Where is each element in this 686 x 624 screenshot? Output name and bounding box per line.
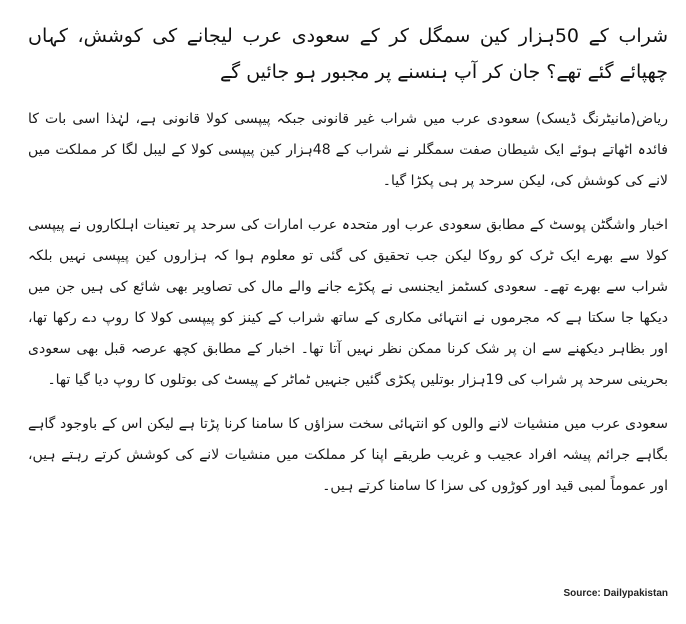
article-paragraph-2: اخبار واشگٹن پوسٹ کے مطابق سعودی عرب اور متحدہ عرب امارات کی سرحد پر تعینات اہلکاروں نے پیپسی کولا سے بھرے ایک ٹرک کو روکا لیکن جب تحقیق کی گئی تو معلوم ہوا کہ ہزاروں کین پیپسی نہیں بلکہ شراب سے بھرے تھے۔ سعودی کسٹمز ایجنسی نے پکڑے جانے والے مال کی تصاویر بھی شائع کی ہیں جن میں دیکھا جا سکتا ہے کہ مجرموں نے انتہائی مکاری کے ساتھ شراب کے کینز کو پیپسی کولا کا روپ دے رکھا تھا، اور بظاہر دیکھنے سے ان پر شک کرنا ممکن نظر نہیں آتا تھا۔ اخبار کے مطابق کچھ عرصہ قبل بھی سعودی بحرینی سرحد پر شراب کی 19ہزار بوتلیں پکڑی گئیں جنہیں ٹماٹر کے پیسٹ کی بوتلوں کا روپ دیا گیا تھا۔ — [28, 217, 668, 388]
article-paragraph-1: ریاض(مانیٹرنگ ڈیسک) سعودی عرب میں شراب غیر قانونی جبکہ پیپسی کولا قانونی ہے، لہٰذا اسی بات کا فائدہ اٹھاتے ہوئے ایک شیطان صفت سمگلر نے شراب کے 48ہزار کین پیپسی کولا کے لیبل لگا کر مملکت میں لانے کی کوشش کی، لیکن سرحد پر ہی پکڑا گیا۔ — [28, 111, 668, 189]
article-paragraph-3: سعودی عرب میں منشیات لانے والوں کو انتہائی سخت سزاﺅں کا سامنا کرنا پڑتا ہے لیکن اس کے باوجود گاہے بگاہے جرائم پیشہ افراد عجیب و غریب طریقے اپنا کر مملکت میں منشیات لانے کی کوشش کرتے رہتے ہیں، اور عموماً لمبی قید اور کوڑوں کی سزا کا سامنا کرتے ہیں۔ — [28, 416, 668, 494]
article — [28, 18, 668, 515]
source-credit: Source: Dailypakistan — [563, 588, 668, 599]
article-headline: شراب کے 50ہزار کین سمگل کر کے سعودی عرب لیجانے کی کوشش، کہاں چھپائے گئے تھے؟ جان کر آپ ہنسنے پر مجبور ہو جائیں گے — [28, 25, 669, 83]
